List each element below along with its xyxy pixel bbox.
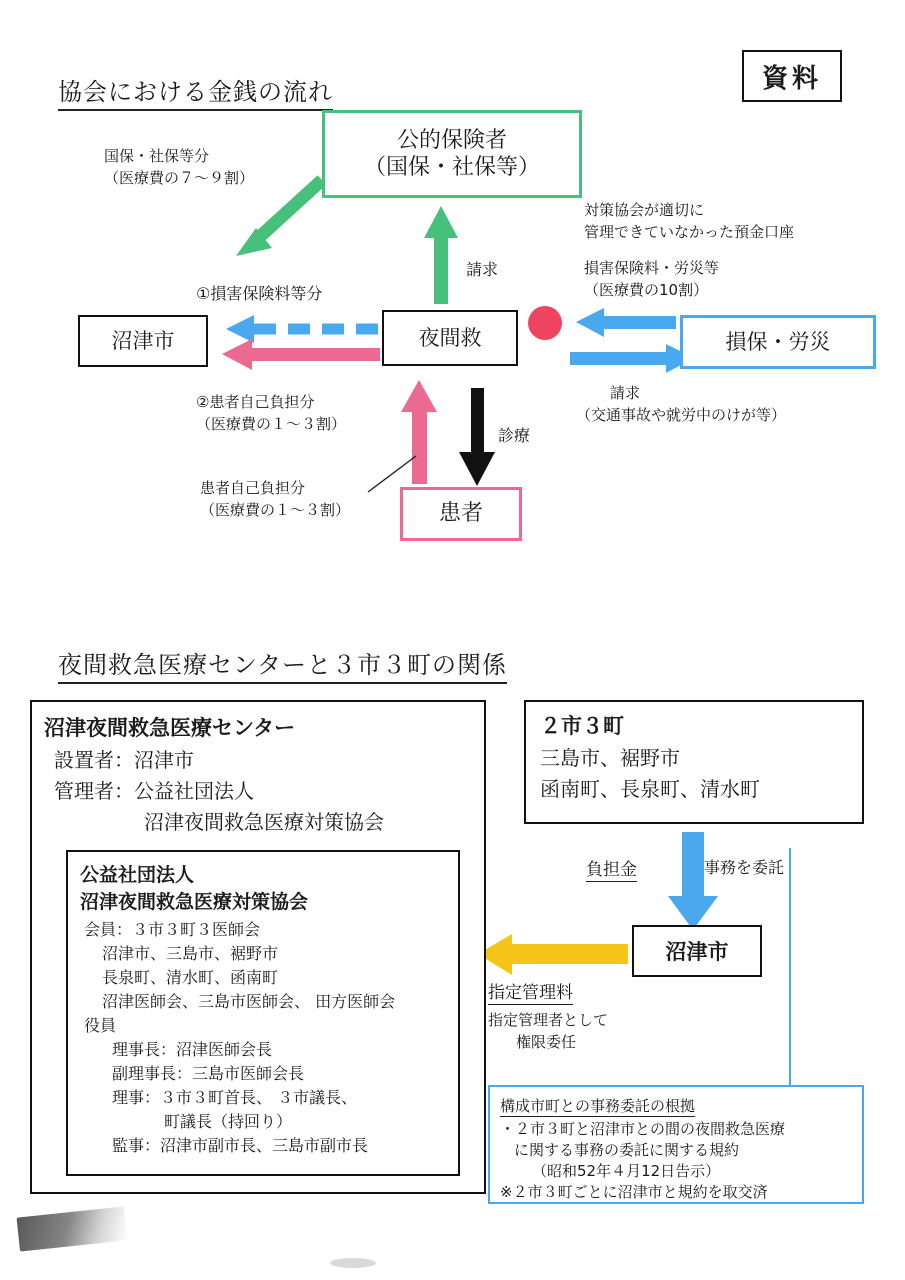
towns-line-1: 函南町、長泉町、清水町 [540, 777, 760, 801]
box-sonpo-rosai: 損保・労災 [680, 315, 876, 369]
relation-section-title: 夜間救急医療センターと３市３町の関係 [58, 645, 507, 684]
assoc-line-8: 町議長（持回り） [164, 1112, 293, 1131]
arrow-seikyu-right [570, 344, 694, 373]
kyotei-line-3: ※２市３町ごとに沼津市と規約を取交済 [500, 1183, 768, 1201]
label-shitei-kanrir-text: 指定管理料 [488, 978, 573, 1005]
label-futangaku [586, 855, 637, 882]
caption-kokuho-line1: 国保・社保等分 [104, 147, 210, 165]
box-association [66, 850, 460, 1176]
assoc-line-3: 沼津医師会、三島市医師会、 田方医師会 [102, 992, 396, 1011]
box-public-insurer-line2: （国保・社保等） [363, 155, 540, 180]
center-title: 沼津夜間救急医療センター [44, 716, 296, 740]
caption-item1-insurance-share: ①損害保険料等分 [196, 284, 323, 303]
caption-seikyu-right [576, 383, 786, 427]
arrow-pink-to-numazu [222, 339, 380, 370]
assoc-line-2: 長泉町、清水町、函南町 [102, 968, 279, 987]
box-numazu-city-flow: 沼津市 [78, 315, 208, 367]
kyotei-line-2: （昭和52年４月12日告示） [532, 1162, 721, 1180]
caption-songai-line1: 損害保険料・労災等 [584, 259, 720, 277]
arrow-patient-up [401, 380, 437, 484]
caption-kokuho [104, 146, 254, 190]
box-public-insurer [322, 110, 582, 198]
box-public-insurer-line1: 公的保険者 [396, 127, 507, 153]
assoc-title-line2: 沼津夜間救急医療対策協会 [80, 891, 309, 913]
arrow-dashed-to-numazu [226, 315, 378, 343]
caption-item2-patient-share [196, 392, 346, 436]
arrow-futangaku-down [668, 832, 718, 930]
caption-selfpay-line1: 患者自己負担分 [200, 479, 306, 497]
caption-kokuho-line2: （医療費の７～９割） [104, 168, 255, 187]
caption-item2-line2: （医療費の１～３割） [196, 414, 347, 433]
center-line-2: 沼津夜間救急医療対策協会 [144, 810, 384, 834]
kyotei-line-0: ・２市３町と沼津市との間の夜間救急医療 [500, 1120, 786, 1138]
label-futangaku-text: 負担金 [586, 855, 637, 882]
assoc-line-7: 理事：３市３町首長、 ３市議長、 [112, 1088, 358, 1107]
deposit-account-dot [528, 306, 562, 340]
caption-shinryo: 診療 [498, 426, 531, 445]
assoc-line-6: 副理事長：三島市医師会長 [112, 1064, 305, 1083]
box-night-emergency: 夜間救 [382, 310, 518, 366]
caption-selfpay-line2: （医療費の１～３割） [200, 500, 351, 519]
kyotei-line-1: に関する事務の委託に関する規約 [514, 1141, 740, 1159]
assoc-title-line1: 公益社団法人 [80, 864, 195, 886]
label-kengen-inin [488, 1010, 608, 1054]
arrow-shitei-kanrir-left [478, 934, 628, 975]
label-kengen-line1: 指定管理者として [488, 1011, 609, 1029]
caption-seikyu-right-line1: 請求 [610, 384, 641, 402]
box-two-cities-three-towns [524, 700, 864, 824]
arrow-shinryo-down [459, 388, 495, 486]
assoc-line-5: 理事長：沼津医師会長 [112, 1040, 273, 1059]
box-numazu-center [30, 700, 486, 1194]
arrow-insurer-to-left [236, 180, 322, 256]
caption-songai-line2: （医療費の10割） [584, 280, 709, 299]
box-numazu-city-relation: 沼津市 [632, 925, 762, 977]
label-jimu-itaku: 事務を委託 [704, 858, 785, 877]
box-patient: 患者 [400, 487, 522, 541]
towns-line-0: 三島市、裾野市 [540, 746, 680, 770]
assoc-line-0: 会員：３市３町３医師会 [84, 920, 261, 939]
center-line-0: 設置者：沼津市 [54, 748, 194, 772]
caption-deposit-account [584, 200, 794, 244]
caption-item2-line1: ②患者自己負担分 [196, 393, 315, 411]
scan-artifact-secondary [330, 1258, 376, 1268]
assoc-line-9: 監事：沼津市副市長、三島市副市長 [112, 1136, 369, 1155]
caption-selfpay [200, 478, 350, 522]
caption-seikyu-top: 請求 [466, 260, 499, 279]
label-shitei-kanrir [488, 978, 573, 1005]
caption-seikyu-right-line2: （交通事故や就労中のけが等） [576, 405, 787, 424]
caption-songai [584, 258, 719, 302]
arrow-seikyu-up [424, 206, 458, 304]
box-kyotei-basis [488, 1085, 864, 1204]
assoc-line-4: 役員 [84, 1016, 117, 1035]
center-line-1: 管理者：公益社団法人 [54, 779, 254, 803]
document-badge-label: 資料 [761, 63, 822, 94]
caption-deposit-line2: 管理できていなかった預金口座 [584, 222, 795, 241]
caption-deposit-line1: 対策協会が適切に [584, 201, 705, 219]
towns-title: ２市３町 [540, 714, 624, 738]
flow-section-title: 協会における金銭の流れ [58, 72, 333, 111]
label-kengen-line2: 権限委任 [516, 1032, 577, 1051]
kyotei-title: 構成市町との事務委託の根拠 [500, 1097, 696, 1115]
arrow-sonpo-to-deposit [576, 308, 676, 337]
assoc-line-1: 沼津市、三島市、裾野市 [102, 944, 279, 963]
